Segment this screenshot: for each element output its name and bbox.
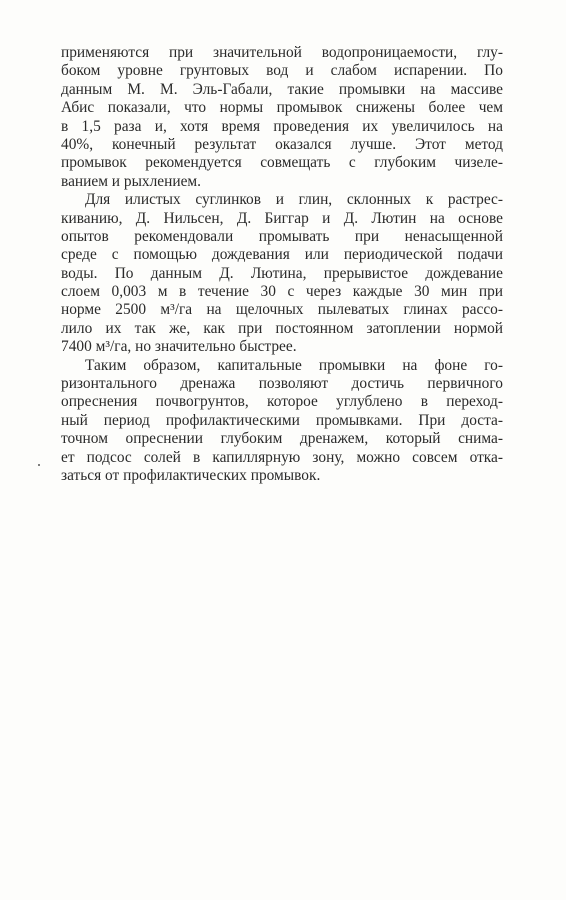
text-line: точном опреснении глубоким дренажем, который снима-	[61, 430, 503, 448]
text-line: ный период профилактическими промывками. При доста-	[61, 411, 503, 429]
text-line: 7400 м³/га, но значительно быстрее.	[61, 338, 297, 356]
text-line: в 1,5 раза и, хотя время проведения их увеличилось на	[61, 117, 503, 135]
text-line: ет подсос солей в капиллярную зону, можно совсем отка-	[61, 448, 503, 466]
text-line: ризонтального дренажа позволяют достичь первичного	[61, 375, 503, 393]
text-line: промывок рекомендуется совмещать с глубоким чизеле-	[61, 154, 503, 172]
paragraph-2	[61, 191, 503, 357]
paragraph-3	[61, 357, 503, 486]
text-line: слоем 0,003 м в течение 30 с через каждые 30 мин при	[61, 283, 503, 301]
text-line: заться от профилактических промывок.	[61, 466, 321, 484]
text-line: среде с помощью дождевания или периодической подачи	[61, 246, 503, 264]
text-line: лило их так же, как при постоянном затоплении нормой	[61, 319, 503, 337]
text-line: Таким образом, капитальные промывки на фоне го-	[85, 356, 503, 374]
text-line: опытов рекомендовали промывать при ненасыщенной	[61, 227, 503, 245]
text-line: опреснения почвогрунтов, которое углублено в переход-	[61, 393, 503, 411]
print-speck	[38, 464, 40, 466]
text-line: воды. По данным Д. Лютина, прерывистое дождевание	[61, 264, 503, 282]
paragraph-1	[61, 44, 503, 191]
text-line: Для илистых суглинков и глин, склонных к растрес-	[85, 191, 503, 209]
body-text	[61, 44, 503, 485]
text-line: 40%, конечный результат оказался лучше. Этот метод	[61, 135, 503, 153]
text-line: применяются при значительной водопроницаемости, глу-	[61, 44, 503, 61]
text-line: ванием и рыхлением.	[61, 172, 202, 190]
text-line: норме 2500 м³/га на щелочных пылеватых глинах рассо-	[61, 301, 503, 319]
text-line: боком уровне грунтовых вод и слабом испарении. По	[61, 62, 503, 80]
text-line: данным М. М. Эль-Габали, такие промывки на массиве	[61, 80, 503, 98]
text-line: Абис показали, что нормы промывок снижены более чем	[61, 99, 503, 117]
text-line: киванию, Д. Нильсен, Д. Биггар и Д. Лютин на основе	[61, 209, 503, 227]
